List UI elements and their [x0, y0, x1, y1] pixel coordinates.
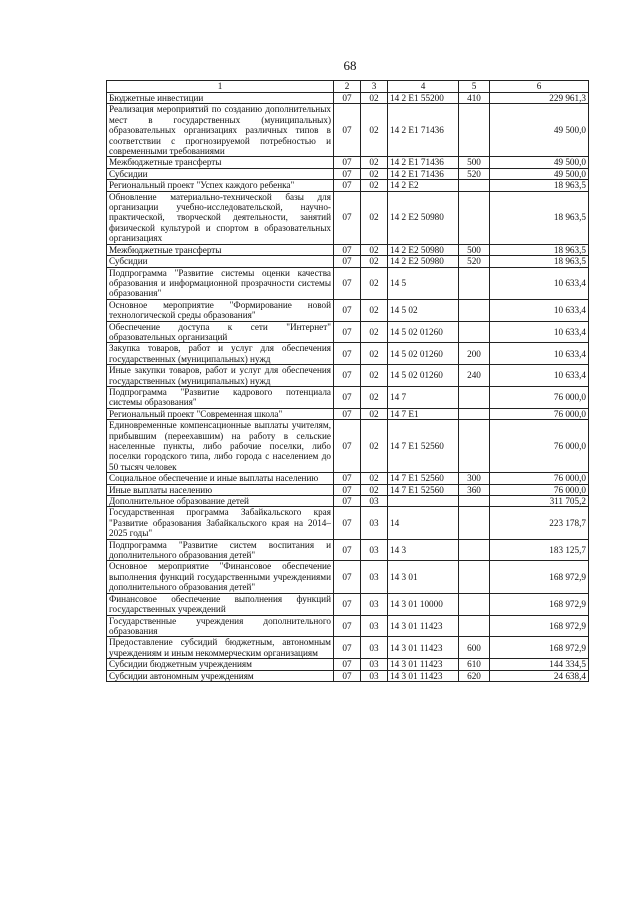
header-cell: 4: [388, 81, 459, 93]
row-target-article: 14 7: [388, 386, 459, 408]
row-target-article: 14 5 02 01260: [388, 365, 459, 387]
table-row: [107, 386, 589, 408]
row-expense-type: 300: [459, 473, 490, 484]
row-expense-type: 620: [459, 670, 490, 681]
table-row: [107, 256, 589, 267]
row-amount: 10 633,4: [490, 299, 589, 321]
row-name: Субсидии бюджетным учреждениям: [107, 659, 334, 670]
row-target-article: 14 2 E2 50980: [388, 191, 459, 244]
row-amount: 18 963,5: [490, 256, 589, 267]
row-name: Бюджетные инвестиции: [107, 93, 334, 104]
table-header-row: [107, 81, 589, 93]
row-subsection: 03: [361, 593, 388, 615]
row-name: Обновление материально-технической базы для организации учебно-исследовательской, научно-практической, творческой деятельности, занятий физической культурой и спортом в образовательных организациях: [107, 191, 334, 244]
row-subsection: 03: [361, 507, 388, 539]
row-target-article: 14 5 02: [388, 299, 459, 321]
row-amount: 168 972,9: [490, 615, 589, 637]
table-row: [107, 343, 589, 365]
row-target-article: 14 2 E2 50980: [388, 244, 459, 255]
row-subsection: 03: [361, 659, 388, 670]
row-subsection: 02: [361, 420, 388, 473]
table-row: [107, 365, 589, 387]
row-expense-type: 610: [459, 659, 490, 670]
row-section: 07: [334, 180, 361, 191]
header-cell: 5: [459, 81, 490, 93]
table-row: [107, 191, 589, 244]
table-row: [107, 420, 589, 473]
row-name: Иные закупки товаров, работ и услуг для обеспечения государственных (муниципальных) нужд: [107, 365, 334, 387]
row-section: 07: [334, 321, 361, 343]
row-expense-type: 200: [459, 343, 490, 365]
row-section: 07: [334, 267, 361, 299]
row-subsection: 02: [361, 299, 388, 321]
row-target-article: 14 5 02 01260: [388, 343, 459, 365]
row-target-article: 14 3 01 11423: [388, 615, 459, 637]
row-expense-type: [459, 191, 490, 244]
row-section: 07: [334, 244, 361, 255]
row-target-article: 14 3 01 11423: [388, 670, 459, 681]
row-expense-type: [459, 496, 490, 507]
row-expense-type: [459, 539, 490, 561]
row-expense-type: 600: [459, 637, 490, 659]
table-row: [107, 507, 589, 539]
row-name: Иные выплаты населению: [107, 484, 334, 495]
header-cell: 1: [107, 81, 334, 93]
row-target-article: 14 2 E1 71436: [388, 168, 459, 179]
table-row: [107, 473, 589, 484]
row-target-article: 14 7 E1 52560: [388, 484, 459, 495]
row-amount: 76 000,0: [490, 386, 589, 408]
row-name: Подпрограмма "Развитие кадрового потенциала системы образования": [107, 386, 334, 408]
row-subsection: 03: [361, 637, 388, 659]
row-name: Обеспечение доступа к сети "Интернет" образовательных организаций: [107, 321, 334, 343]
row-name: Основное мероприятие "Финансовое обеспечение выполнения функций государственными учреждениями дополнительного образования детей": [107, 561, 334, 593]
row-name: Субсидии автономным учреждениям: [107, 670, 334, 681]
row-subsection: 02: [361, 484, 388, 495]
row-name: Субсидии: [107, 256, 334, 267]
row-expense-type: [459, 321, 490, 343]
row-expense-type: [459, 615, 490, 637]
row-name: Предоставление субсидий бюджетным, автономным учреждениям и иным некоммерческим организациям: [107, 637, 334, 659]
row-section: 07: [334, 561, 361, 593]
row-target-article: 14 7 E1 52560: [388, 420, 459, 473]
row-expense-type: [459, 593, 490, 615]
row-amount: 49 500,0: [490, 104, 589, 157]
row-expense-type: 360: [459, 484, 490, 495]
row-target-article: 14 2 E2: [388, 180, 459, 191]
table-row: [107, 267, 589, 299]
header-cell: 6: [490, 81, 589, 93]
row-target-article: 14 2 E1 71436: [388, 104, 459, 157]
row-expense-type: [459, 561, 490, 593]
row-target-article: 14 3 01 10000: [388, 593, 459, 615]
row-subsection: 02: [361, 473, 388, 484]
row-target-article: 14 3 01 11423: [388, 659, 459, 670]
row-section: 07: [334, 299, 361, 321]
row-section: 07: [334, 507, 361, 539]
row-subsection: 02: [361, 244, 388, 255]
row-target-article: 14 3 01 11423: [388, 637, 459, 659]
row-target-article: 14 3 01: [388, 561, 459, 593]
table-row: [107, 244, 589, 255]
row-name: Региональный проект "Современная школа": [107, 408, 334, 419]
row-amount: 76 000,0: [490, 408, 589, 419]
row-expense-type: [459, 299, 490, 321]
row-name: Межбюджетные трансферты: [107, 244, 334, 255]
row-subsection: 02: [361, 180, 388, 191]
row-subsection: 03: [361, 670, 388, 681]
row-name: Закупка товаров, работ и услуг для обеспечения государственных (муниципальных) нужд: [107, 343, 334, 365]
row-expense-type: [459, 408, 490, 419]
row-section: 07: [334, 365, 361, 387]
row-target-article: 14 2 E1 71436: [388, 157, 459, 168]
row-subsection: 02: [361, 157, 388, 168]
row-section: 07: [334, 256, 361, 267]
row-expense-type: 410: [459, 93, 490, 104]
row-target-article: 14 5: [388, 267, 459, 299]
row-amount: 18 963,5: [490, 191, 589, 244]
row-subsection: 03: [361, 496, 388, 507]
row-section: 07: [334, 408, 361, 419]
row-target-article: 14 5 02 01260: [388, 321, 459, 343]
row-section: 07: [334, 593, 361, 615]
row-subsection: 02: [361, 168, 388, 179]
row-amount: 168 972,9: [490, 593, 589, 615]
row-expense-type: 500: [459, 244, 490, 255]
table-row: [107, 561, 589, 593]
row-target-article: 14 7 E1: [388, 408, 459, 419]
row-name: Основное мероприятие "Формирование новой технологической среды образования": [107, 299, 334, 321]
row-expense-type: 500: [459, 157, 490, 168]
row-amount: 49 500,0: [490, 157, 589, 168]
row-expense-type: [459, 180, 490, 191]
row-name: Региональный проект "Успех каждого ребенка": [107, 180, 334, 191]
row-name: Финансовое обеспечение выполнения функций государственных учреждений: [107, 593, 334, 615]
row-section: 07: [334, 473, 361, 484]
table-row: [107, 157, 589, 168]
row-subsection: 03: [361, 615, 388, 637]
row-amount: 18 963,5: [490, 180, 589, 191]
row-amount: 49 500,0: [490, 168, 589, 179]
row-amount: 10 633,4: [490, 365, 589, 387]
row-name: Подпрограмма "Развитие систем воспитания и дополнительного образования детей": [107, 539, 334, 561]
table-row: [107, 593, 589, 615]
row-target-article: 14 7 E1 52560: [388, 473, 459, 484]
row-subsection: 02: [361, 343, 388, 365]
page-number: 68: [343, 58, 357, 73]
row-name: Реализация мероприятий по созданию дополнительных мест в государственных (муниципальных) образовательных организациях различных типов в соответствии с прогнозируемой потребностью и современными требованиями: [107, 104, 334, 157]
row-section: 07: [334, 420, 361, 473]
row-section: 07: [334, 104, 361, 157]
row-subsection: 02: [361, 365, 388, 387]
row-section: 07: [334, 496, 361, 507]
row-expense-type: [459, 267, 490, 299]
row-amount: 183 125,7: [490, 539, 589, 561]
row-subsection: 02: [361, 93, 388, 104]
row-target-article: 14 2 E1 55200: [388, 93, 459, 104]
row-subsection: 02: [361, 408, 388, 419]
header-cell: 2: [334, 81, 361, 93]
row-name: Государственные учреждения дополнительного образования: [107, 615, 334, 637]
row-amount: 10 633,4: [490, 321, 589, 343]
row-target-article: 14: [388, 507, 459, 539]
row-section: 07: [334, 539, 361, 561]
row-amount: 24 638,4: [490, 670, 589, 681]
table-row: [107, 670, 589, 681]
table-row: [107, 168, 589, 179]
row-subsection: 03: [361, 561, 388, 593]
row-name: Субсидии: [107, 168, 334, 179]
row-name: Подпрограмма "Развитие системы оценки качества образования и информационной прозрачности системы образования": [107, 267, 334, 299]
row-target-article: [388, 496, 459, 507]
row-section: 07: [334, 637, 361, 659]
row-subsection: 02: [361, 191, 388, 244]
table-row: [107, 484, 589, 495]
row-amount: 76 000,0: [490, 473, 589, 484]
table-row: [107, 496, 589, 507]
row-amount: 168 972,9: [490, 561, 589, 593]
row-name: Социальное обеспечение и иные выплаты населению: [107, 473, 334, 484]
table-row: [107, 637, 589, 659]
row-expense-type: [459, 386, 490, 408]
row-subsection: 02: [361, 321, 388, 343]
row-amount: 76 000,0: [490, 420, 589, 473]
row-expense-type: [459, 507, 490, 539]
header-cell: 3: [361, 81, 388, 93]
row-subsection: 02: [361, 267, 388, 299]
row-section: 07: [334, 484, 361, 495]
row-expense-type: [459, 104, 490, 157]
row-section: 07: [334, 157, 361, 168]
row-amount: 229 961,3: [490, 93, 589, 104]
table-row: [107, 93, 589, 104]
row-section: 07: [334, 615, 361, 637]
row-target-article: 14 3: [388, 539, 459, 561]
row-subsection: 02: [361, 256, 388, 267]
row-expense-type: 520: [459, 168, 490, 179]
row-name: Государственная программа Забайкальского края "Развитие образования Забайкальского края на 2014–2025 годы": [107, 507, 334, 539]
table-row: [107, 180, 589, 191]
row-amount: 168 972,9: [490, 637, 589, 659]
row-section: 07: [334, 191, 361, 244]
row-expense-type: 240: [459, 365, 490, 387]
row-amount: 10 633,4: [490, 267, 589, 299]
row-section: 07: [334, 670, 361, 681]
row-section: 07: [334, 386, 361, 408]
row-expense-type: [459, 420, 490, 473]
row-name: Дополнительное образование детей: [107, 496, 334, 507]
row-subsection: 02: [361, 104, 388, 157]
table-row: [107, 659, 589, 670]
row-expense-type: 520: [459, 256, 490, 267]
row-section: 07: [334, 93, 361, 104]
budget-table: [106, 80, 589, 682]
row-amount: 144 334,5: [490, 659, 589, 670]
row-subsection: 03: [361, 539, 388, 561]
row-name: Единовременные компенсационные выплаты учителям, прибывшим (переехавшим) на работу в сельские населенные пункты, либо рабочие поселки, либо поселки городского типа, либо города с населением до 50 тысяч человек: [107, 420, 334, 473]
table-row: [107, 321, 589, 343]
row-amount: 223 178,7: [490, 507, 589, 539]
row-amount: 311 705,2: [490, 496, 589, 507]
row-section: 07: [334, 343, 361, 365]
row-amount: 18 963,5: [490, 244, 589, 255]
table-row: [107, 539, 589, 561]
table-row: [107, 615, 589, 637]
row-section: 07: [334, 168, 361, 179]
row-target-article: 14 2 E2 50980: [388, 256, 459, 267]
table-row: [107, 104, 589, 157]
table-row: [107, 408, 589, 419]
row-section: 07: [334, 659, 361, 670]
row-subsection: 02: [361, 386, 388, 408]
row-amount: 10 633,4: [490, 343, 589, 365]
row-amount: 76 000,0: [490, 484, 589, 495]
table-row: [107, 299, 589, 321]
row-name: Межбюджетные трансферты: [107, 157, 334, 168]
